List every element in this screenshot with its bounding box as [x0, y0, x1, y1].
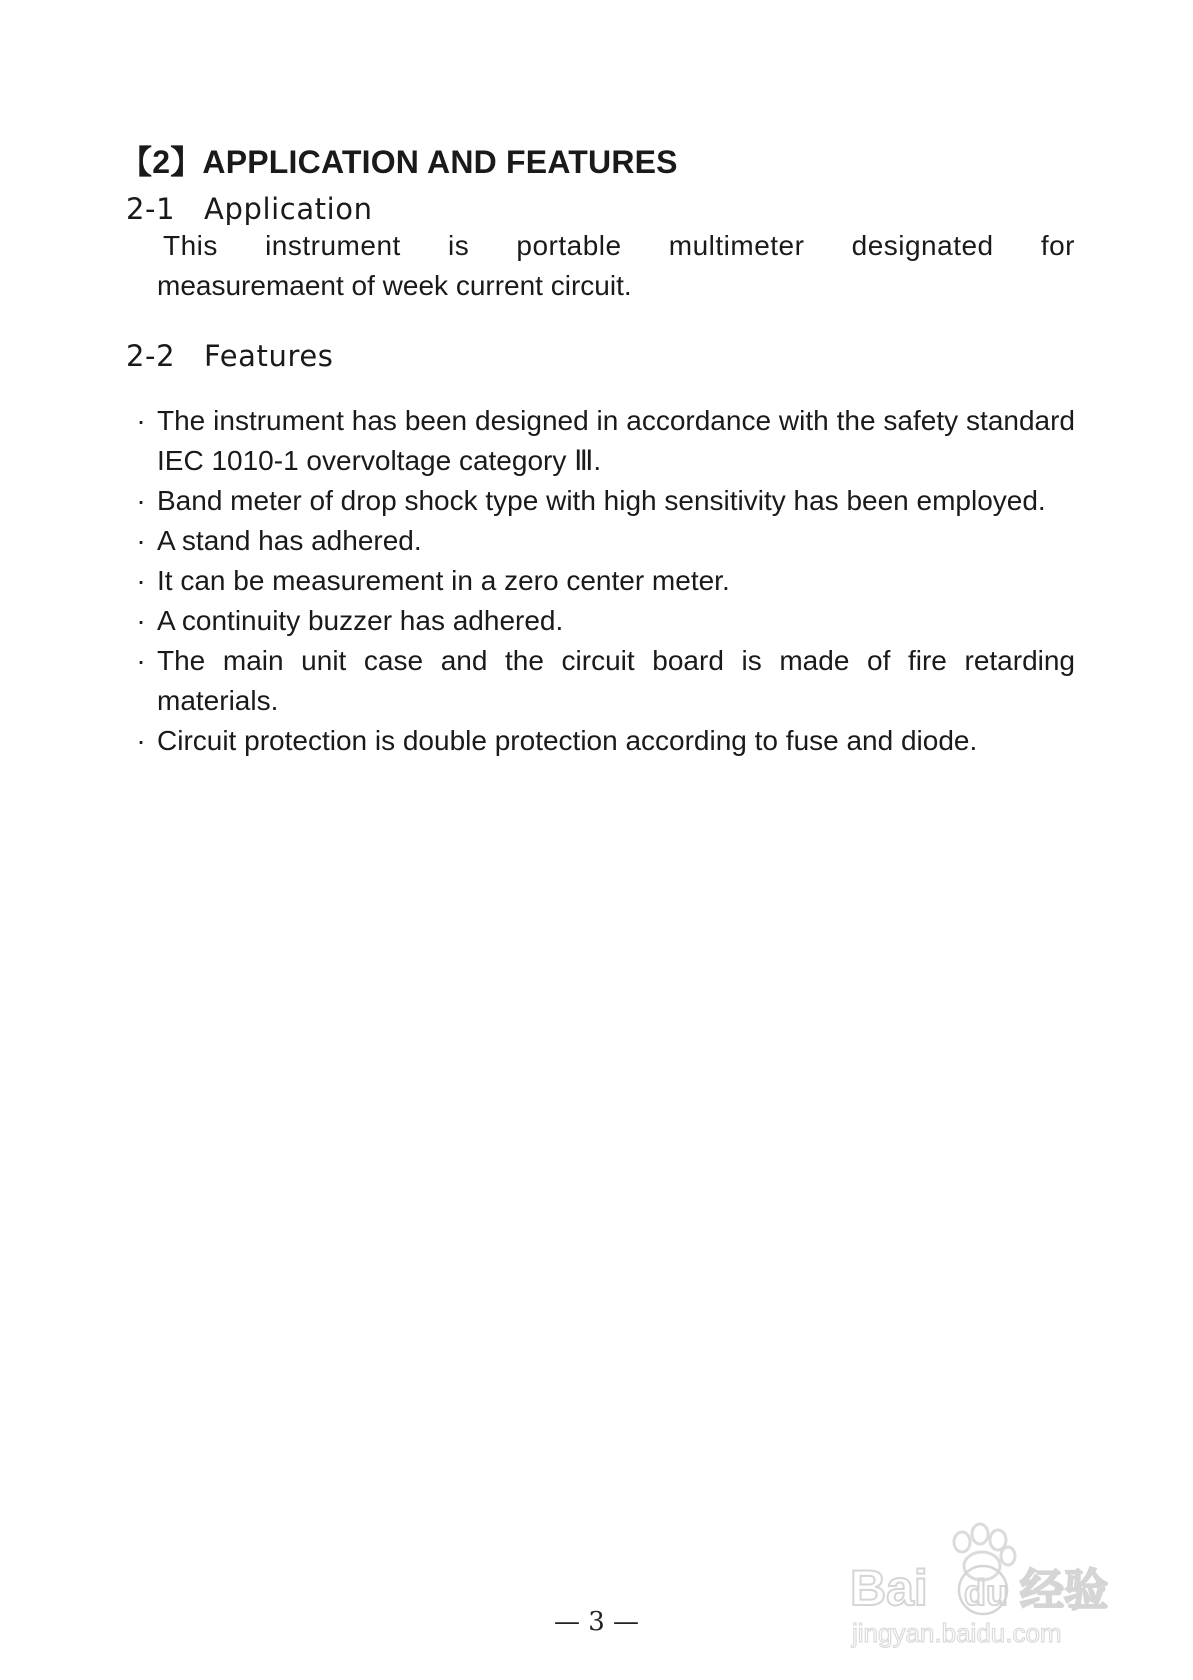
svg-text:经验: 经验 — [1020, 1565, 1108, 1616]
section-title: Features — [204, 339, 334, 373]
svg-text:du: du — [964, 1572, 1008, 1613]
list-item-text: A continuity buzzer has adhered. — [157, 605, 564, 636]
section-heading-application — [126, 192, 373, 226]
list-item — [131, 521, 1075, 561]
feature-list — [131, 401, 1075, 761]
list-item-text: The instrument has been designed in accordance with the safety standard IEC 1010-1 overvoltage category Ⅲ. — [157, 405, 1075, 476]
bullet-icon: · — [136, 725, 146, 756]
bullet-icon: · — [136, 405, 146, 436]
bullet-icon: · — [136, 645, 146, 676]
list-item-text: A stand has adhered. — [157, 525, 422, 556]
svg-text:jingyan.baidu.com: jingyan.baidu.com — [852, 1618, 1062, 1648]
list-item — [131, 561, 1075, 601]
list-item-text: Circuit protection is double protection according to fuse and diode. — [157, 725, 978, 756]
bullet-icon: · — [136, 565, 146, 596]
list-item-text: The main unit case and the circuit board is made of fire retarding materials. — [157, 645, 1075, 716]
paragraph-line: This instrument is portable multimeter designated for — [163, 230, 1075, 261]
list-item — [131, 481, 1075, 521]
bullet-icon: · — [136, 605, 146, 636]
list-item-text: It can be measurement in a zero center meter. — [157, 565, 730, 596]
page-number: — 3 — — [553, 1607, 640, 1637]
baidu-watermark-logo — [850, 1520, 1140, 1650]
paragraph-line: measuremaent of week current circuit. — [157, 270, 632, 301]
section-title: Application — [204, 192, 373, 226]
list-item — [131, 601, 1075, 641]
list-item — [131, 401, 1075, 481]
section-heading-features — [126, 339, 334, 373]
application-paragraph — [157, 226, 1075, 306]
list-item — [131, 641, 1075, 721]
list-item — [131, 721, 1075, 761]
list-item-text: Band meter of drop shock type with high sensitivity has been employed. — [157, 485, 1046, 516]
section-number: 2-1 — [126, 192, 176, 226]
bullet-icon: · — [136, 525, 146, 556]
bullet-icon: · — [136, 485, 146, 516]
page-title: 【2】APPLICATION AND FEATURES — [120, 144, 678, 181]
section-number: 2-2 — [126, 339, 176, 373]
svg-text:Bai: Bai — [850, 1560, 928, 1616]
